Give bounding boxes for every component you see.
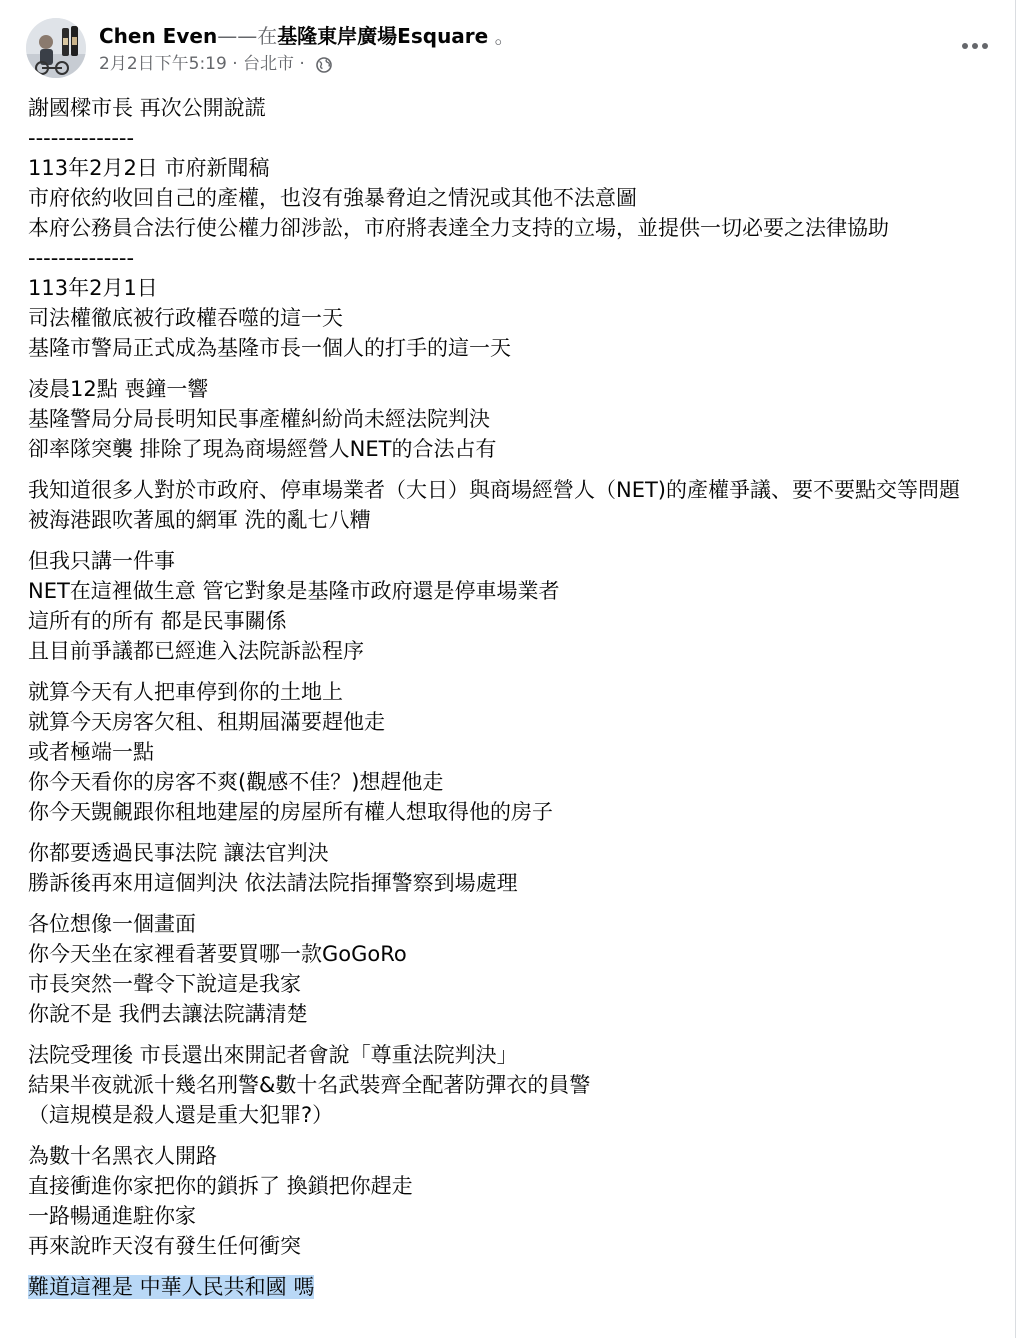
post-text-line: 這所有的所有 都是民事關係 — [28, 609, 287, 633]
post-paragraph — [28, 677, 988, 827]
post-text-line: （這規模是殺人還是重大犯罪?） — [28, 1103, 334, 1127]
author-name[interactable]: Chen Even — [99, 24, 218, 48]
post-text-line: 市府依約收回自己的產權，也沒有強暴脅迫之情況或其他不法意圖 — [28, 186, 637, 210]
post-location: 台北市 — [243, 54, 295, 74]
post-text-line: 你說不是 我們去讓法院講清楚 — [28, 1002, 308, 1026]
post-text-line: 各位想像一個畫面 — [28, 912, 196, 936]
post-paragraph — [28, 374, 988, 464]
post-text-line: 就算今天房客欠租、租期屆滿要趕他走 — [28, 710, 385, 734]
post-text-line: 基隆市警局正式成為基隆市長一個人的打手的這一天 — [28, 336, 511, 360]
post-header — [26, 18, 995, 80]
avatar-image — [26, 18, 86, 78]
post-text-line: 113年2月2日 市府新聞稿 — [28, 156, 270, 180]
globe-icon — [316, 56, 332, 72]
post-meta — [99, 52, 332, 76]
post-text-line: -------------- — [28, 246, 135, 270]
more-options-button[interactable] — [955, 30, 995, 62]
checkin-place[interactable]: 基隆東岸廣場Esquare — [277, 24, 489, 48]
more-options-icon — [961, 42, 989, 50]
post-text-line: 就算今天有人把車停到你的土地上 — [28, 680, 343, 704]
post-text-line: 凌晨12點 喪鐘一響 — [28, 377, 209, 401]
post-text-line: 你都要透過民事法院 讓法官判決 — [28, 841, 329, 865]
post-text-line: 本府公務員合法行使公權力卻涉訟，市府將表達全力支持的立場，並提供一切必要之法律協助 — [28, 216, 889, 240]
post-text-line: 謝國樑市長 再次公開說謊 — [28, 96, 266, 120]
post-text-line: NET在這裡做生意 管它對象是基隆市政府還是停車場業者 — [28, 579, 560, 603]
post-text-line: 我知道很多人對於市政府、停車場業者（大日）與商場經營人（NET)的產權爭議、要不要點交等問題 — [28, 478, 960, 502]
post-paragraph — [28, 475, 988, 535]
post-time[interactable]: 2月2日下午5:19 — [99, 54, 227, 74]
post-text-line: 直接衝進你家把你的鎖拆了 換鎖把你趕走 — [28, 1174, 413, 1198]
post-text-line: 勝訴後再來用這個判決 依法請法院指揮警察到場處理 — [28, 871, 518, 895]
post-text-line: 一路暢通進駐你家 — [28, 1204, 196, 1228]
post-text-line: 為數十名黑衣人開路 — [28, 1144, 217, 1168]
post-text-line: -------------- — [28, 126, 135, 150]
post-text-line: 司法權徹底被行政權吞噬的這一天 — [28, 306, 343, 330]
post-text-line: 市長突然一聲令下說這是我家 — [28, 972, 301, 996]
post-paragraph — [28, 1040, 988, 1130]
post-text-line: 被海港跟吹著風的網軍 洗的亂七八糟 — [28, 508, 371, 532]
post-text-line: 你今天看你的房客不爽(觀感不佳？)想趕他走 — [28, 770, 444, 794]
post-text-line — [28, 1272, 988, 1302]
post-paragraph — [28, 838, 988, 898]
author-avatar[interactable] — [26, 18, 86, 78]
post-text-line: 卻率隊突襲 排除了現為商場經營人NET的合法占有 — [28, 437, 497, 461]
author-line — [99, 22, 515, 50]
post-text-line: 基隆警局分局長明知民事產權糾紛尚未經法院判決 — [28, 407, 490, 431]
post-paragraph — [28, 909, 988, 1029]
post-paragraph — [28, 546, 988, 666]
post-paragraph — [28, 93, 988, 363]
author-separator: ——在 — [217, 24, 278, 48]
selected-text: 難道這裡是 中華人民共和國 嗎 — [28, 1275, 315, 1299]
post-text-line: 再來說昨天沒有發生任何衝突 — [28, 1234, 301, 1258]
post-text-line: 你今天坐在家裡看著要買哪一款GoGoRo — [28, 942, 407, 966]
post-paragraph — [28, 1272, 988, 1302]
author-line-end: 。 — [488, 24, 515, 48]
post-text-line: 或者極端一點 — [28, 740, 154, 764]
post-text-line: 且目前爭議都已經進入法院訴訟程序 — [28, 639, 364, 663]
post-text-line: 113年2月1日 — [28, 276, 158, 300]
post-paragraph — [28, 1141, 988, 1261]
post-text-line: 法院受理後 市長還出來開記者會說「尊重法院判決」 — [28, 1043, 518, 1067]
post-text-line: 你今天覬覦跟你租地建屋的房屋所有權人想取得他的房子 — [28, 800, 553, 824]
meta-dot: · — [226, 54, 244, 74]
post-body — [28, 93, 988, 1313]
post-text-line: 結果半夜就派十幾名刑警&數十名武裝齊全配著防彈衣的員警 — [28, 1073, 591, 1097]
post-text-line: 但我只講一件事 — [28, 549, 175, 573]
meta-dot-2: · — [294, 54, 311, 74]
